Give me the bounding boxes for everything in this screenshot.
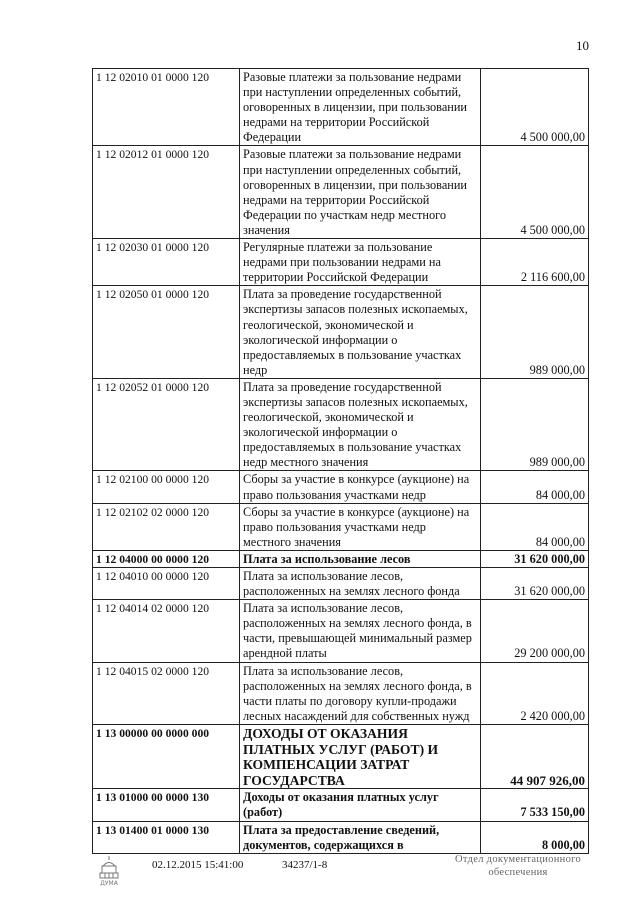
amount-cell: 84 000,00 bbox=[481, 503, 589, 550]
table-row bbox=[93, 471, 589, 503]
code-cell: 1 12 02012 01 0000 120 bbox=[93, 146, 240, 239]
name-cell: Сборы за участие в конкурсе (аукционе) на право пользования участками недр bbox=[240, 471, 481, 503]
code-cell: 1 13 01400 01 0000 130 bbox=[93, 821, 240, 853]
name-cell: Регулярные платежи за пользование недрами при пользовании недрами на территории Российской Федерации bbox=[240, 239, 481, 286]
amount-cell: 8 000,00 bbox=[481, 821, 589, 853]
table-row bbox=[93, 378, 589, 471]
duma-logo-icon bbox=[94, 854, 124, 890]
name-cell: Плата за использование лесов, расположенных на землях лесного фонда bbox=[240, 568, 481, 600]
stamp-line-2: обеспечения bbox=[488, 867, 548, 878]
amount-cell: 989 000,00 bbox=[481, 286, 589, 379]
code-cell: 1 12 04015 02 0000 120 bbox=[93, 662, 240, 724]
logo-text: ДУМА bbox=[100, 880, 118, 887]
table-row bbox=[93, 821, 589, 853]
table-row bbox=[93, 662, 589, 724]
table-row bbox=[93, 239, 589, 286]
table-row bbox=[93, 503, 589, 550]
table-row bbox=[93, 568, 589, 600]
name-cell: Плата за проведение государственной экспертизы запасов полезных ископаемых, геологической, экономической и экологической информации о предоставляемых в пользование участках недр bbox=[240, 286, 481, 379]
budget-table-body bbox=[93, 69, 589, 854]
amount-cell: 4 500 000,00 bbox=[481, 69, 589, 146]
name-cell: Плата за предоставление сведений, документов, содержащихся в bbox=[240, 821, 481, 853]
name-cell: Плата за использование лесов bbox=[240, 550, 481, 567]
stamp-line-1: Отдел документационного bbox=[454, 854, 582, 865]
amount-cell: 2 420 000,00 bbox=[481, 662, 589, 724]
amount-cell: 44 907 926,00 bbox=[481, 724, 589, 788]
department-stamp bbox=[440, 853, 596, 879]
budget-revenue-table bbox=[92, 68, 589, 854]
amount-cell: 84 000,00 bbox=[481, 471, 589, 503]
amount-cell: 989 000,00 bbox=[481, 378, 589, 471]
code-cell: 1 13 00000 00 0000 000 bbox=[93, 724, 240, 788]
table-row bbox=[93, 286, 589, 379]
amount-cell: 31 620 000,00 bbox=[481, 568, 589, 600]
name-cell: Плата за использование лесов, расположенных на землях лесного фонда, в части, превышающей минимальный размер арендной платы bbox=[240, 600, 481, 662]
amount-cell: 7 533 150,00 bbox=[481, 789, 589, 821]
name-cell: Плата за проведение государственной экспертизы запасов полезных ископаемых, геологической, экономической и экологической информации о предоставляемых в пользование участках недр местного значения bbox=[240, 378, 481, 471]
code-cell: 1 12 02030 01 0000 120 bbox=[93, 239, 240, 286]
code-cell: 1 12 02052 01 0000 120 bbox=[93, 378, 240, 471]
footer-datetime: 02.12.2015 15:41:00 bbox=[152, 859, 244, 871]
code-cell: 1 12 02050 01 0000 120 bbox=[93, 286, 240, 379]
code-cell: 1 12 04010 00 0000 120 bbox=[93, 568, 240, 600]
code-cell: 1 12 04014 02 0000 120 bbox=[93, 600, 240, 662]
code-cell: 1 12 02100 00 0000 120 bbox=[93, 471, 240, 503]
table-row bbox=[93, 146, 589, 239]
amount-cell: 2 116 600,00 bbox=[481, 239, 589, 286]
table-row bbox=[93, 600, 589, 662]
table-row bbox=[93, 789, 589, 821]
code-cell: 1 13 01000 00 0000 130 bbox=[93, 789, 240, 821]
table-row bbox=[93, 69, 589, 146]
code-cell: 1 12 02102 02 0000 120 bbox=[93, 503, 240, 550]
name-cell: Разовые платежи за пользование недрами при наступлении определенных событий, оговоренных в лицензии, при пользовании недрами на территории Российской Федерации bbox=[240, 69, 481, 146]
name-cell: Сборы за участие в конкурсе (аукционе) на право пользования участками недр местного значения bbox=[240, 503, 481, 550]
name-cell: Разовые платежи за пользование недрами при наступлении определенных событий, оговоренных в лицензии, при пользовании недрами на территории Российской Федерации по участкам недр местного значения bbox=[240, 146, 481, 239]
code-cell: 1 12 04000 00 0000 120 bbox=[93, 550, 240, 567]
name-cell: Доходы от оказания платных услуг (работ) bbox=[240, 789, 481, 821]
amount-cell: 4 500 000,00 bbox=[481, 146, 589, 239]
amount-cell: 31 620 000,00 bbox=[481, 550, 589, 567]
table-row bbox=[93, 550, 589, 567]
name-cell: ДОХОДЫ ОТ ОКАЗАНИЯ ПЛАТНЫХ УСЛУГ (РАБОТ) И КОМПЕНСАЦИИ ЗАТРАТ ГОСУДАРСТВА bbox=[240, 724, 481, 788]
name-cell: Плата за использование лесов, расположенных на землях лесного фонда, в части платы по договору купли-продажи лесных насаждений для собственных нужд bbox=[240, 662, 481, 724]
page-number: 10 bbox=[576, 38, 589, 53]
footer-reference: 34237/1-8 bbox=[282, 859, 328, 871]
table-row bbox=[93, 724, 589, 788]
code-cell: 1 12 02010 01 0000 120 bbox=[93, 69, 240, 146]
amount-cell: 29 200 000,00 bbox=[481, 600, 589, 662]
